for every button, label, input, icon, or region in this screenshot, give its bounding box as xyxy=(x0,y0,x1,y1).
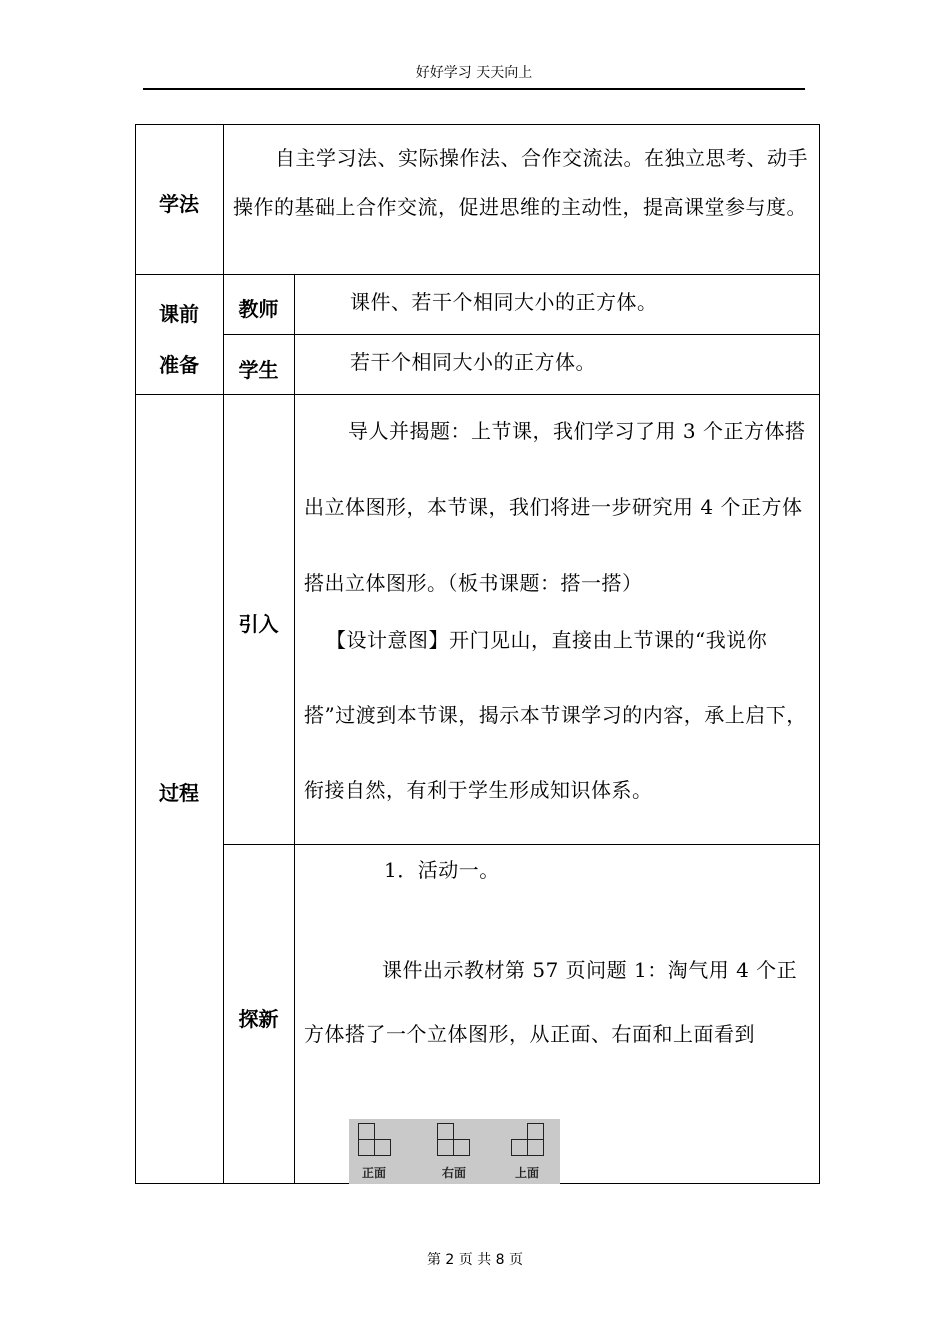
tanxin-paragraph-1: 1．活动一。 xyxy=(384,858,500,882)
xuefa-text: 自主学习法、实际操作法、合作交流法。在独立思考、动手操作的基础上合作交流，促进思维的主动性，提高课堂参与度。 xyxy=(233,146,808,219)
student-text: 若干个相同大小的正方体。 xyxy=(350,350,596,374)
kqzb-label-line2: 准备 xyxy=(159,353,199,377)
right-view-caption: 右面 xyxy=(442,1166,467,1180)
xuefa-label: 学法 xyxy=(159,192,199,216)
kqzb-label-line1: 课前 xyxy=(159,302,199,326)
yinru-paragraph-1: 导人并揭题：上节课，我们学习了用 3 个正方体搭出立体图形，本节课，我们将进一步研究用 4 个正方体搭出立体图形。（板书课题：搭一搭） xyxy=(304,419,806,595)
three-view-figure xyxy=(349,1119,560,1184)
tanxin-label: 探新 xyxy=(238,1007,279,1031)
yinru-paragraph-2: 【设计意图】开门见山，直接由上节课的“我说你搭”过渡到本节课，揭示本节课学习的内容，承上启下，衔接自然，有利于学生形成知识体系。 xyxy=(304,628,807,802)
front-view-caption: 正面 xyxy=(362,1166,387,1180)
page-header: 好好学习 天天向上 xyxy=(143,58,805,90)
tanxin-paragraph-2: 课件出示教材第 57 页问题 1：淘气用 4 个正方体搭了一个立体图形，从正面、右面和上面看到 xyxy=(304,958,798,1046)
student-label: 学生 xyxy=(238,358,279,382)
teacher-text: 课件、若干个相同大小的正方体。 xyxy=(350,290,658,314)
top-view-caption: 上面 xyxy=(515,1166,540,1180)
page-footer: 第 2 页 共 8 页 xyxy=(426,1252,524,1268)
teacher-label: 教师 xyxy=(238,297,279,321)
guocheng-label: 过程 xyxy=(159,781,199,805)
yinru-label: 引入 xyxy=(238,612,279,636)
